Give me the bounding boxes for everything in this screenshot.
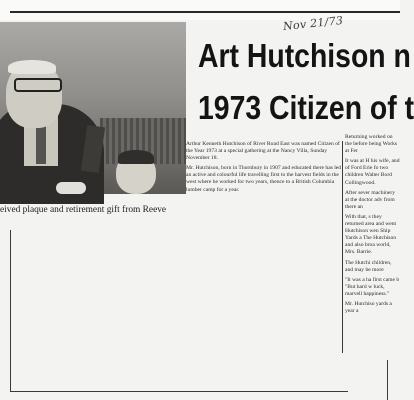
article-paragraph: After sever machinery at the doctor adv from there an (345, 189, 396, 210)
news-photo (0, 22, 186, 194)
clipping-right-edge (387, 360, 388, 400)
headline-line-1: Art Hutchison n (198, 37, 411, 74)
photo-child-hair (118, 150, 154, 164)
photo-man-glasses (14, 78, 62, 92)
photo-man-hair (8, 60, 56, 74)
clipping-left-edge (10, 230, 11, 392)
handwritten-date: Nov 21/73 (282, 13, 344, 34)
article-paragraph: With that, s they returned area and went Hutchison wen Ship Yards a The Hutchison and also broa world, Mrs. Barrie. (345, 213, 397, 256)
article-paragraph: The Hutchi children, and may be more (345, 259, 392, 273)
clipping-bottom-edge (10, 391, 348, 392)
article-paragraph: It was at H his wife, and of Ford Erie fo two children Walter Bord Collingwood. (345, 158, 400, 186)
article-paragraph: Mr. Hutchiso yards a year a (345, 300, 392, 315)
top-rule (10, 11, 400, 13)
photo-foreground-object (56, 182, 86, 194)
headline-line-2: 1973 Citizen of t (198, 89, 414, 126)
article-column-2 (345, 134, 400, 400)
article-column-1 (186, 141, 342, 220)
headline (198, 30, 414, 140)
article-paragraph: Returning worked on the before being Works at Fer (345, 134, 398, 155)
article-paragraph: "It was a ha first came b "But hard w luck, marvell happiness." (345, 276, 400, 297)
photo-caption: eived plaque and retirement gift from Reeve (0, 205, 167, 215)
article-paragraph: Arthur Kenneth Hutchison of River Road East was named Citizen of the Year 1973 at a special gathering at the Nancy Villa, Sunday November 18. (186, 141, 340, 162)
column-divider (342, 141, 343, 353)
article-paragraph: Mr. Hutchison, born in Thornbury in 1907 and educated there has led an active and colourful life travelling first to the harvest fields in the west where he worked for two years, thence to a British Columbia lumber camp for a year. (186, 165, 342, 193)
